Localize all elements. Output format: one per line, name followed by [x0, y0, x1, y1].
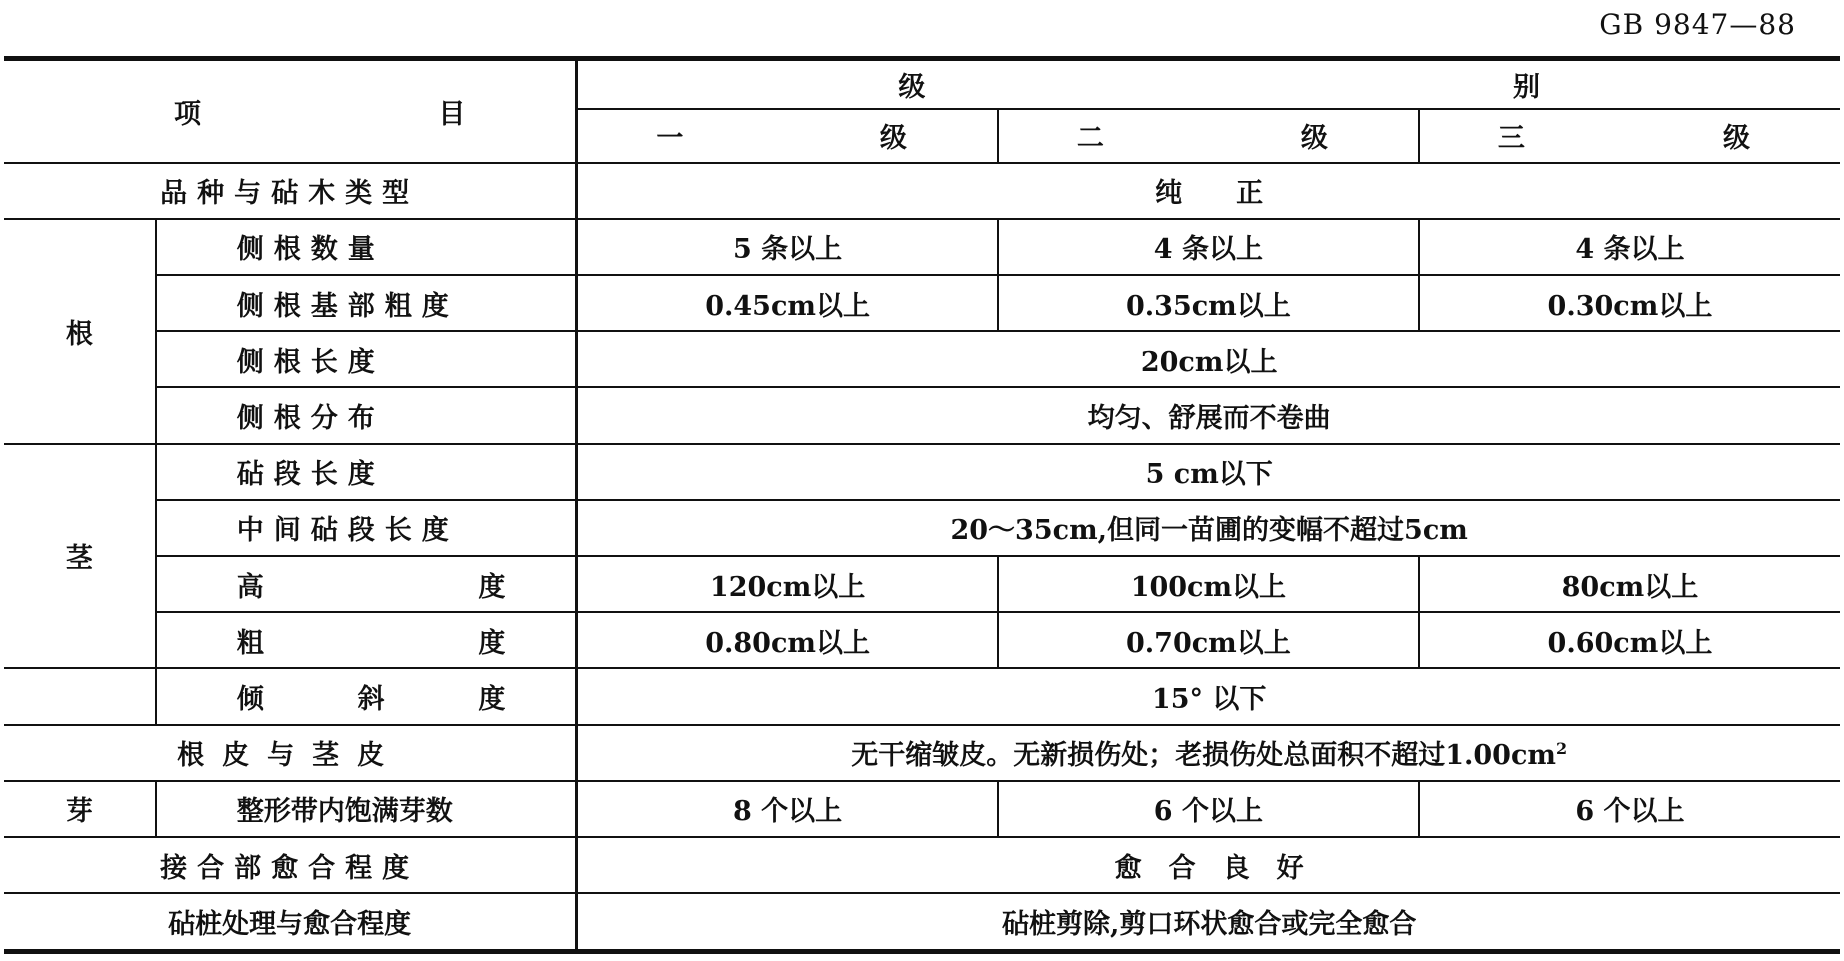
header-grade-left: 级	[898, 71, 926, 103]
graft-union-value: 愈 合 良 好	[577, 837, 1840, 893]
stump-value: 砧桩剪除,剪口环状愈合或完全愈合	[577, 893, 1840, 951]
header-item-right: 目	[438, 98, 466, 130]
thickness-label-b: 度	[478, 627, 506, 659]
row-inclination	[4, 668, 1840, 724]
grade-3-num: 三	[1497, 123, 1525, 154]
root-thickness-g1: 0.45cm以上	[577, 275, 998, 331]
thickness-g1: 0.80cm以上	[577, 612, 998, 668]
inclination-value: 15° 以下	[577, 668, 1840, 724]
row-root-distribution	[4, 387, 1840, 443]
row-graft-union	[4, 837, 1840, 893]
root-count-g3: 4 条以上	[1419, 219, 1840, 275]
stump-label: 砧桩处理与愈合程度	[4, 893, 577, 951]
height-label-a: 高	[236, 571, 264, 603]
inclination-label-mid: 斜	[357, 683, 385, 715]
bark-label: 根皮与茎皮	[4, 725, 577, 781]
bark-value-text: 无干缩皱皮。无新损伤处；老损伤处总面积不超过1.00cm	[851, 740, 1556, 772]
root-distribution-value: 均匀、舒展而不卷曲	[577, 387, 1840, 443]
group-root: 根	[4, 219, 156, 444]
row-bark	[4, 725, 1840, 781]
inclination-label	[156, 668, 577, 724]
variety-label: 品种与砧木类型	[4, 163, 577, 219]
bark-value	[577, 725, 1840, 781]
root-thickness-label: 侧根基部粗度	[156, 275, 577, 331]
height-g3: 80cm以上	[1419, 556, 1840, 612]
root-distribution-label: 侧根分布	[156, 387, 577, 443]
thickness-g3: 0.60cm以上	[1419, 612, 1840, 668]
root-count-g2: 4 条以上	[998, 219, 1419, 275]
header-row-1	[4, 59, 1840, 109]
grading-table	[4, 56, 1840, 954]
row-root-length	[4, 331, 1840, 387]
grade-2-num: 二	[1076, 123, 1104, 154]
row-rootstock-length	[4, 444, 1840, 500]
header-item-left: 项	[174, 98, 201, 130]
thickness-label-a: 粗	[236, 627, 264, 659]
thickness-g2: 0.70cm以上	[998, 612, 1419, 668]
inclination-blank	[4, 668, 156, 724]
height-label	[156, 556, 577, 612]
grade-1-num: 一	[656, 123, 684, 154]
standard-code: GB 9847—88	[1599, 8, 1796, 41]
root-length-value: 20cm以上	[577, 331, 1840, 387]
group-stem: 茎	[4, 444, 156, 669]
rootstock-length-label: 砧段长度	[156, 444, 577, 500]
row-root-count	[4, 219, 1840, 275]
interstock-length-label: 中间砧段长度	[156, 500, 577, 556]
graft-union-label: 接合部愈合程度	[4, 837, 577, 893]
row-buds	[4, 781, 1840, 837]
row-interstock-length	[4, 500, 1840, 556]
root-thickness-g2: 0.35cm以上	[998, 275, 1419, 331]
inclination-label-a: 倾	[236, 683, 264, 715]
grade-1-unit: 级	[879, 123, 907, 154]
grade-3-unit: 级	[1723, 123, 1750, 154]
row-variety	[4, 163, 1840, 219]
thickness-label	[156, 612, 577, 668]
buds-g3: 6 个以上	[1419, 781, 1840, 837]
inclination-label-b: 度	[478, 683, 506, 715]
height-g1: 120cm以上	[577, 556, 998, 612]
row-stump	[4, 893, 1840, 951]
group-bud: 芽	[4, 781, 156, 837]
header-grade-right: 别	[1513, 71, 1540, 103]
root-count-g1: 5 条以上	[577, 219, 998, 275]
row-height	[4, 556, 1840, 612]
rootstock-length-value: 5 cm以下	[577, 444, 1840, 500]
bark-value-sup: 2	[1555, 739, 1568, 759]
grade-2-unit: 级	[1300, 123, 1328, 154]
buds-g1: 8 个以上	[577, 781, 998, 837]
variety-value: 纯 正	[577, 163, 1840, 219]
header-grade-3	[1419, 109, 1840, 163]
buds-label: 整形带内饱满芽数	[156, 781, 577, 837]
root-length-label: 侧根长度	[156, 331, 577, 387]
height-label-b: 度	[478, 571, 506, 603]
header-grade-1	[577, 109, 998, 163]
height-g2: 100cm以上	[998, 556, 1419, 612]
header-item	[4, 59, 577, 163]
header-grade-2	[998, 109, 1419, 163]
row-thickness	[4, 612, 1840, 668]
root-count-label: 侧根数量	[156, 219, 577, 275]
buds-g2: 6 个以上	[998, 781, 1419, 837]
root-thickness-g3: 0.30cm以上	[1419, 275, 1840, 331]
header-grade	[577, 59, 1840, 109]
row-root-thickness	[4, 275, 1840, 331]
interstock-length-value: 20～35cm,但同一苗圃的变幅不超过5cm	[577, 500, 1840, 556]
